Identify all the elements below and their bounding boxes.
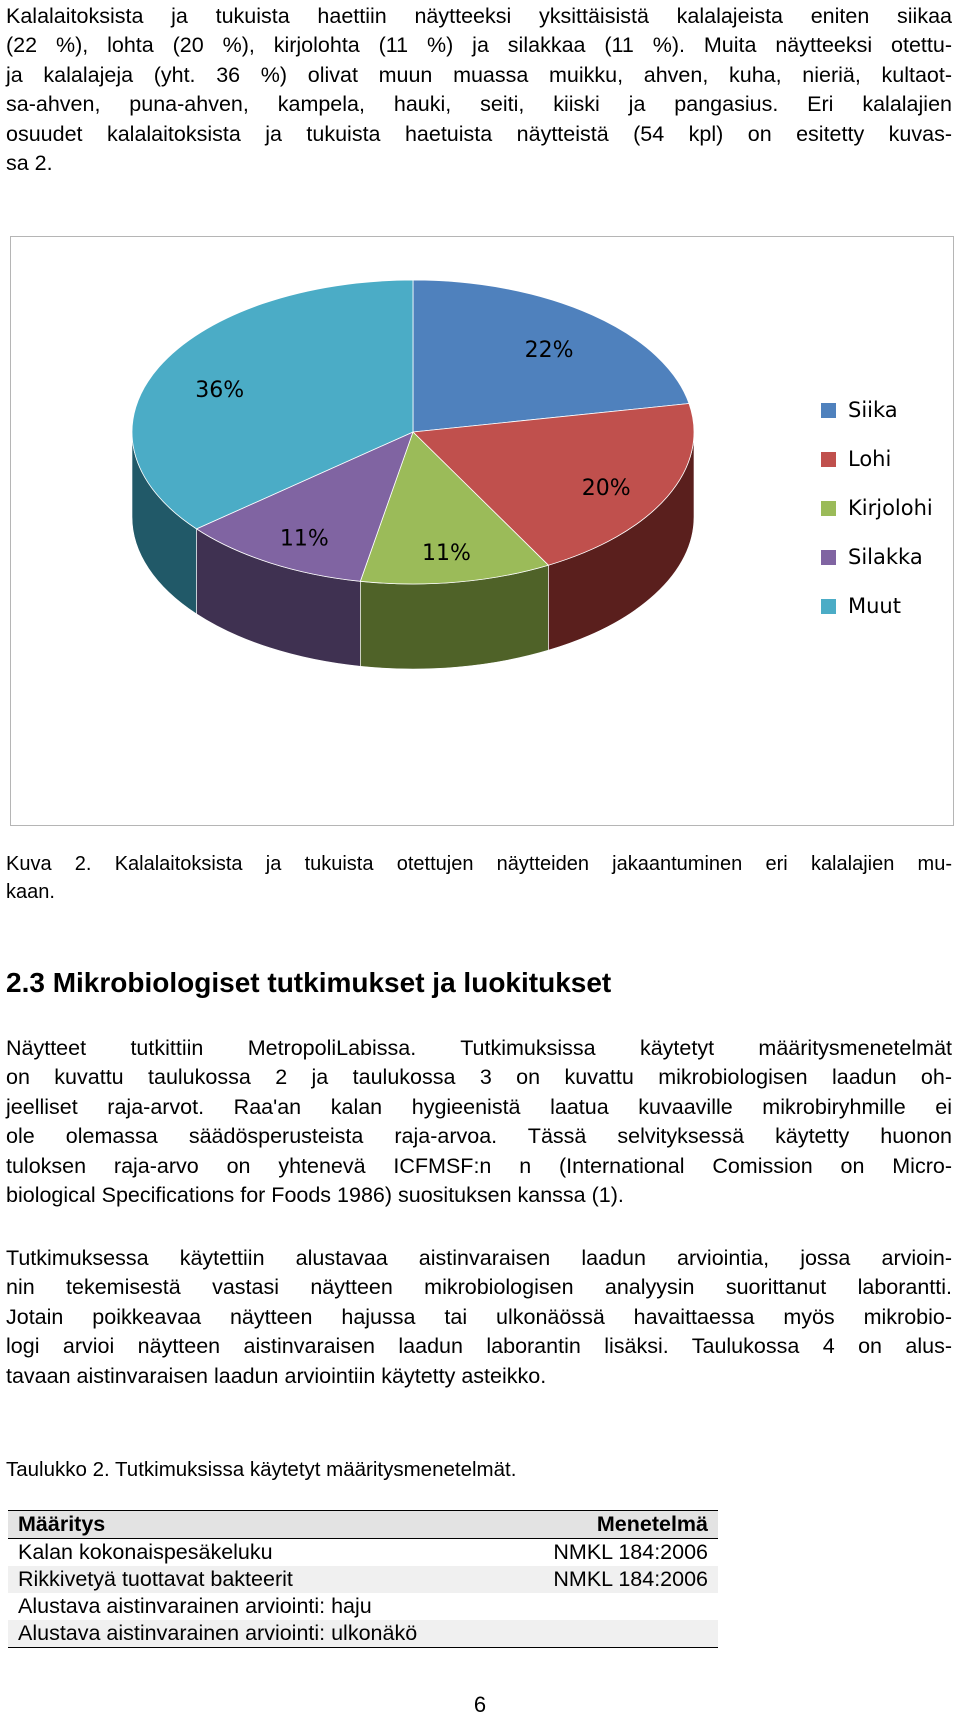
legend-label: Muut <box>848 594 901 618</box>
text-line: tavaan aistinvaraisen laadun arviointiin käytetty asteikko. <box>6 1363 547 1388</box>
sensory-paragraph <box>6 1244 952 1391</box>
table-row <box>8 1593 718 1620</box>
legend-label: Siika <box>848 398 898 422</box>
text-line: tuloksen raja-arvo on yhtenevä ICFMSF:n n (International Comission on Micro- <box>6 1153 952 1178</box>
pie-data-label: 36% <box>195 377 245 403</box>
pie-data-label: 11% <box>279 526 329 552</box>
text-line: on kuvattu taulukossa 2 ja taulukossa 3 on kuvattu mikrobiologisen laadun oh- <box>6 1065 952 1090</box>
pie-tops <box>132 280 694 584</box>
text-line: biological Specifications for Foods 1986) suosituksen kanssa (1). <box>6 1183 624 1208</box>
chart-legend <box>821 398 933 618</box>
legend-swatch <box>821 599 836 614</box>
pie-data-label: 20% <box>581 476 631 502</box>
text-line: kaan. <box>6 881 55 903</box>
table-cell: Kalan kokonaispesäkeluku <box>18 1540 273 1564</box>
table-cell: Rikkivetyä tuottavat bakteerit <box>8 1566 509 1593</box>
text-line: sa-ahven, puna-ahven, kampela, hauki, seiti, kiiski ja pangasius. Eri kalalajien <box>6 92 952 117</box>
table-caption: Taulukko 2. Tutkimuksissa käytetyt määritysmenetelmät. <box>6 1458 517 1481</box>
text-line: Jotain poikkeavaa näytteen hajussa tai ulkonäössä havaittaessa myös mikrobio- <box>6 1304 952 1329</box>
legend-label: Lohi <box>848 447 892 471</box>
text-line: Näytteet tutkittiin MetropoliLabissa. Tutkimuksissa käytetyt määritysmenetelmät <box>6 1036 952 1060</box>
intro-paragraph <box>6 2 952 178</box>
pie-chart <box>11 237 953 825</box>
text-line: (22 %), lohta (20 %), kirjolohta (11 %) ja silakkaa (11 %). Muita näytteeksi otettu- <box>6 33 952 58</box>
methods-table <box>8 1510 718 1648</box>
table-cell <box>509 1620 718 1648</box>
legend-swatch <box>821 452 836 467</box>
text-line: osuudet kalalaitoksista ja tukuista haetuista näytteistä (54 kpl) on esitetty kuvas- <box>6 121 952 146</box>
table-cell <box>509 1593 718 1620</box>
text-line: ja kalalajeja (yht. 36 %) olivat muun muassa muikku, ahven, kuha, nieriä, kultaot- <box>6 62 952 87</box>
text-line: logi arvioi näytteen aistinvaraisen laadun laborantin lisäksi. Taulukossa 4 on alus- <box>6 1334 952 1359</box>
table-header-row <box>8 1511 718 1539</box>
table-cell: Alustava aistinvarainen arviointi: ulkonäkö <box>8 1620 509 1648</box>
text-line: sa 2. <box>6 151 53 176</box>
column-header: Määritys <box>8 1511 509 1539</box>
legend-label: Silakka <box>848 545 923 569</box>
legend-swatch <box>821 550 836 565</box>
table-cell: NMKL 184:2006 <box>553 1540 708 1564</box>
text-line: jeelliset raja-arvot. Raa'an kalan hygieenistä laatua kuvaaville mikrobiryhmille ei <box>6 1094 952 1119</box>
legend-label: Kirjolohi <box>848 496 933 520</box>
table-row <box>8 1539 718 1567</box>
pie-chart-figure <box>10 236 954 826</box>
figure-caption <box>6 850 952 906</box>
table-cell: Alustava aistinvarainen arviointi: haju <box>18 1594 372 1618</box>
table-row <box>8 1620 718 1648</box>
text-line: Tutkimuksessa käytettiin alustavaa aistinvaraisen laadun arviointia, jossa arvioin- <box>6 1246 952 1270</box>
legend-swatch <box>821 501 836 516</box>
table-row <box>8 1566 718 1593</box>
pie-data-label: 11% <box>421 541 471 567</box>
page-number: 6 <box>473 1692 487 1717</box>
text-line: nin tekemisestä vastasi näytteen mikrobiologisen analyysin suorittanut laborantti. <box>6 1275 952 1300</box>
section-heading: 2.3 Mikrobiologiset tutkimukset ja luokitukset <box>6 967 612 998</box>
legend-swatch <box>821 403 836 418</box>
text-line: ole olemassa säädösperusteista raja-arvoa. Tässä selvityksessä käytetty huonon <box>6 1124 952 1149</box>
column-header: Menetelmä <box>509 1511 718 1539</box>
table-cell: NMKL 184:2006 <box>509 1566 718 1593</box>
methods-paragraph <box>6 1034 952 1210</box>
pie-data-label: 22% <box>524 337 574 363</box>
text-line: Kalalaitoksista ja tukuista haettiin näytteeksi yksittäisistä kalalajeista eniten siikaa <box>6 4 952 28</box>
text-line: Kuva 2. Kalalaitoksista ja tukuista otettujen näytteiden jakaantuminen eri kalalajien mu- <box>6 853 952 875</box>
